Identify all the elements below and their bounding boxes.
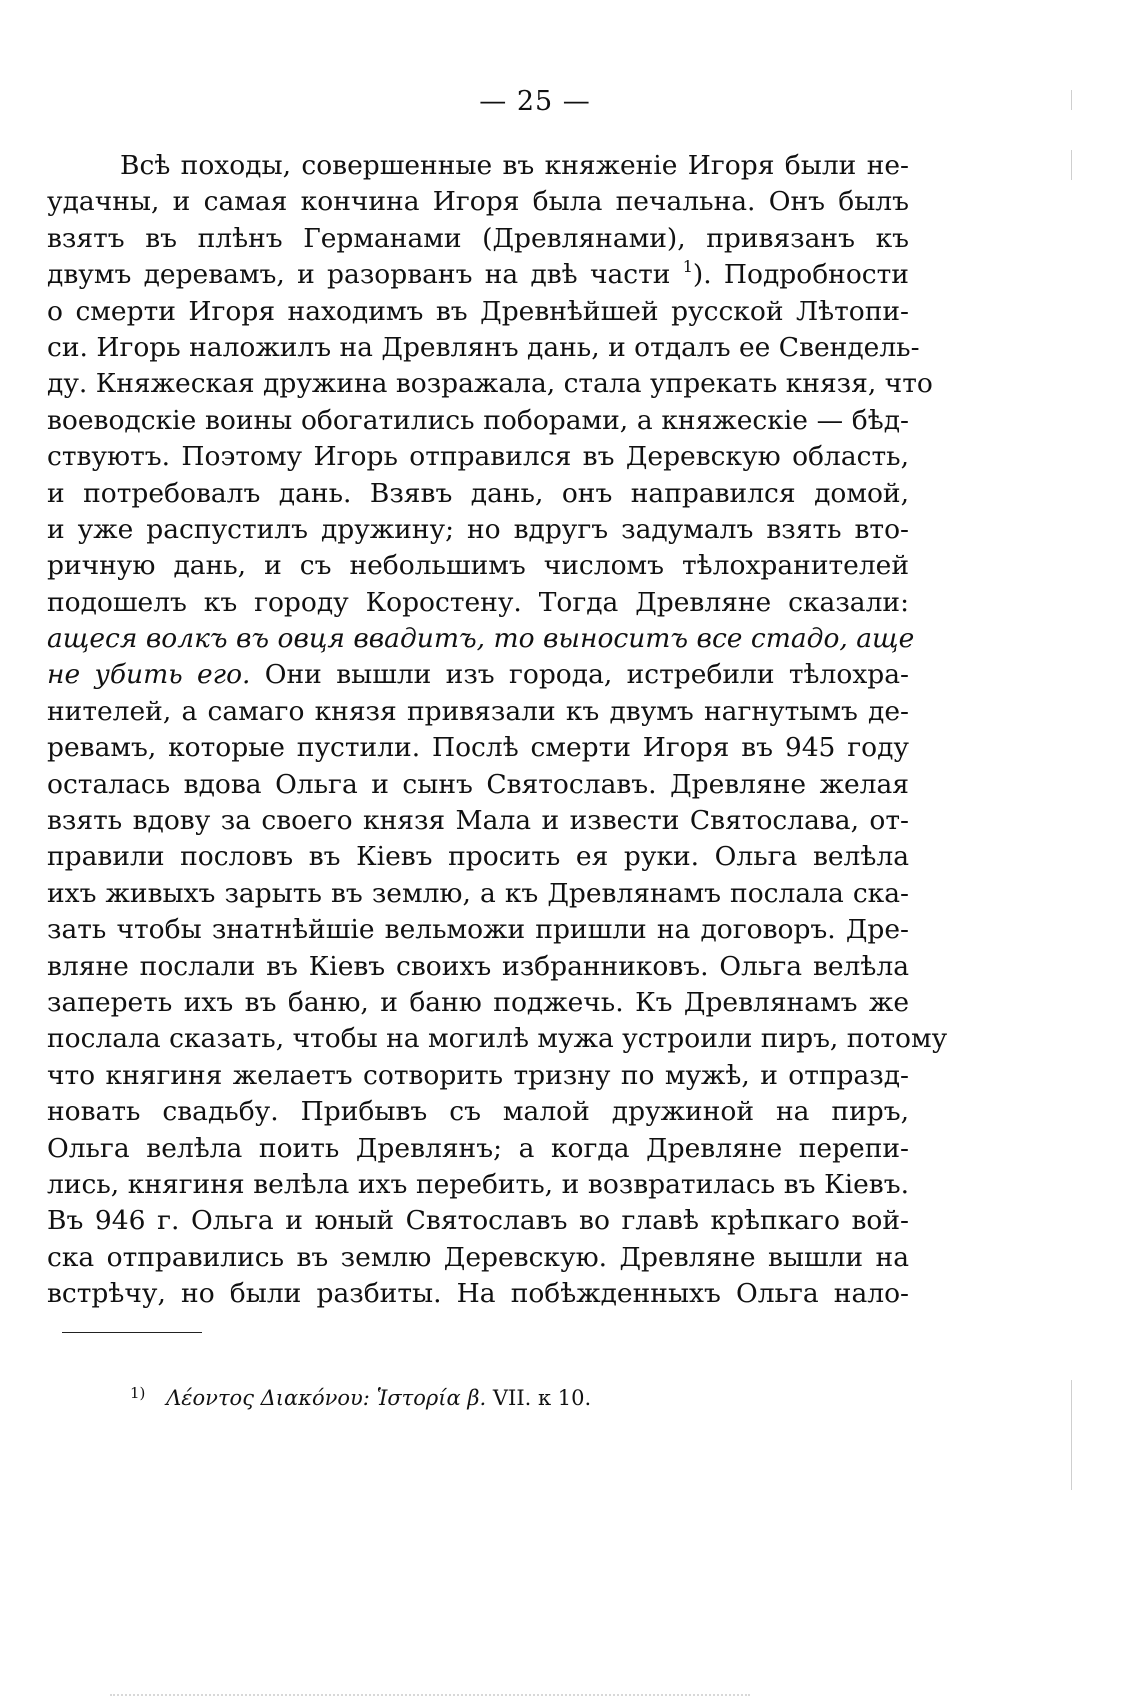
text-line: и уже распустилъ дружину; но вдругъ задумалъ взять вто-: [47, 513, 909, 545]
text-line: Ольга велѣла поить Древлянъ; а когда Древляне перепи-: [47, 1132, 909, 1164]
text-line: ихъ живыхъ зарыть въ землю, а къ Древлянамъ послала ска-: [47, 877, 909, 909]
quote-fragment: не убить его.: [47, 659, 251, 691]
text-line: встрѣчу, но были разбиты. На побѣжденныхъ Ольга нало-: [47, 1278, 909, 1310]
text-line: ствуютъ. Поэтому Игорь отправился въ Деревскую область,: [47, 441, 909, 473]
footnote-work: Ἱστορία β.: [376, 1386, 487, 1410]
text-line: запереть ихъ въ баню, и баню поджечь. Къ Древлянамъ же: [47, 986, 909, 1018]
text-line: подошелъ къ городу Коростену. Тогда Древляне сказали:: [47, 586, 909, 618]
text-line: си. Игорь наложилъ на Древлянъ дань, и отдалъ ее Свендель-: [47, 331, 920, 363]
text-line: зать чтобы знатнѣйшіе вельможи пришли на договоръ. Дре-: [47, 914, 909, 946]
text-line: нителей, а самаго князя привязали къ двумъ нагнутымъ де-: [47, 695, 909, 727]
text-line: вляне послали въ Кіевъ своихъ избранниковъ. Ольга велѣла: [47, 950, 909, 982]
text-line: ричную дань, и съ небольшимъ числомъ тѣлохранителей: [47, 550, 909, 582]
text-line-part: Они вышли изъ города, истребили тѣлохра-: [264, 659, 909, 691]
footnote-mark: 1): [130, 1384, 146, 1402]
text-line: осталась вдова Ольга и сынъ Святославъ. Древляне желая: [47, 768, 909, 800]
scan-edge-mark: [1071, 1380, 1072, 1490]
main-text: [47, 148, 948, 1313]
footnote-author: Λέοντος Διακόνου:: [166, 1386, 370, 1410]
text-line: ска отправились въ землю Деревскую. Древляне вышли на: [47, 1241, 909, 1273]
footnote-reference: 1: [682, 257, 693, 277]
text-line: воеводскіе воины обогатились поборами, а княжескіе — бѣд-: [47, 404, 909, 436]
text-line: ду. Княжеская дружина возражала, стала упрекать князя, что: [47, 368, 933, 400]
scan-edge-mark: [1071, 90, 1072, 110]
text-line: ревамъ, которые пустили. Послѣ смерти Игоря въ 945 году: [47, 732, 909, 764]
text-line: новать свадьбу. Прибывъ съ малой дружиной на пиръ,: [47, 1096, 909, 1128]
text-line: удачны, и самая кончина Игоря была печальна. Онъ былъ: [47, 186, 909, 218]
quote-line: ащеся волкъ въ овця ввадитъ, то выноситъ все стадо, аще: [47, 623, 915, 655]
scan-bottom-noise: [110, 1694, 750, 1696]
text-line: [47, 257, 909, 293]
text-line: о смерти Игоря находимъ въ Древнѣйшей русской Лѣтопи-: [47, 295, 909, 327]
text-line: взятъ въ плѣнъ Германами (Древлянами), привязанъ къ: [47, 222, 909, 254]
text-line: послала сказать, чтобы на могилѣ мужа устроили пиръ, потому: [47, 1023, 948, 1055]
scan-edge-mark: [1071, 150, 1072, 180]
text-line: [47, 657, 909, 693]
footnote-rule: [62, 1332, 202, 1333]
footnote-ref: VII. κ 10.: [492, 1386, 592, 1410]
page-number: — 25 —: [479, 86, 591, 117]
text-line: что княгиня желаетъ сотворить тризну по мужѣ, и отпразд-: [47, 1059, 909, 1091]
text-line: и потребовалъ дань. Взявъ дань, онъ направился домой,: [47, 477, 909, 509]
text-line: взять вдову за своего князя Мала и извести Святослава, от-: [47, 805, 909, 837]
text-line: Всѣ походы, совершенные въ княженіе Игоря были не-: [120, 150, 909, 181]
footnote: [130, 1384, 591, 1410]
text-line-part: двумъ деревамъ, и разорванъ на двѣ части: [47, 259, 671, 291]
text-line: Въ 946 г. Ольга и юный Святославъ во главѣ крѣпкаго вой-: [47, 1205, 909, 1237]
text-line-part: ). Подробности: [692, 259, 909, 291]
text-line: лись, княгиня велѣла ихъ перебить, и возвратилась въ Кіевъ.: [47, 1168, 909, 1200]
text-line: правили пословъ въ Кіевъ просить ея руки. Ольга велѣла: [47, 841, 909, 873]
